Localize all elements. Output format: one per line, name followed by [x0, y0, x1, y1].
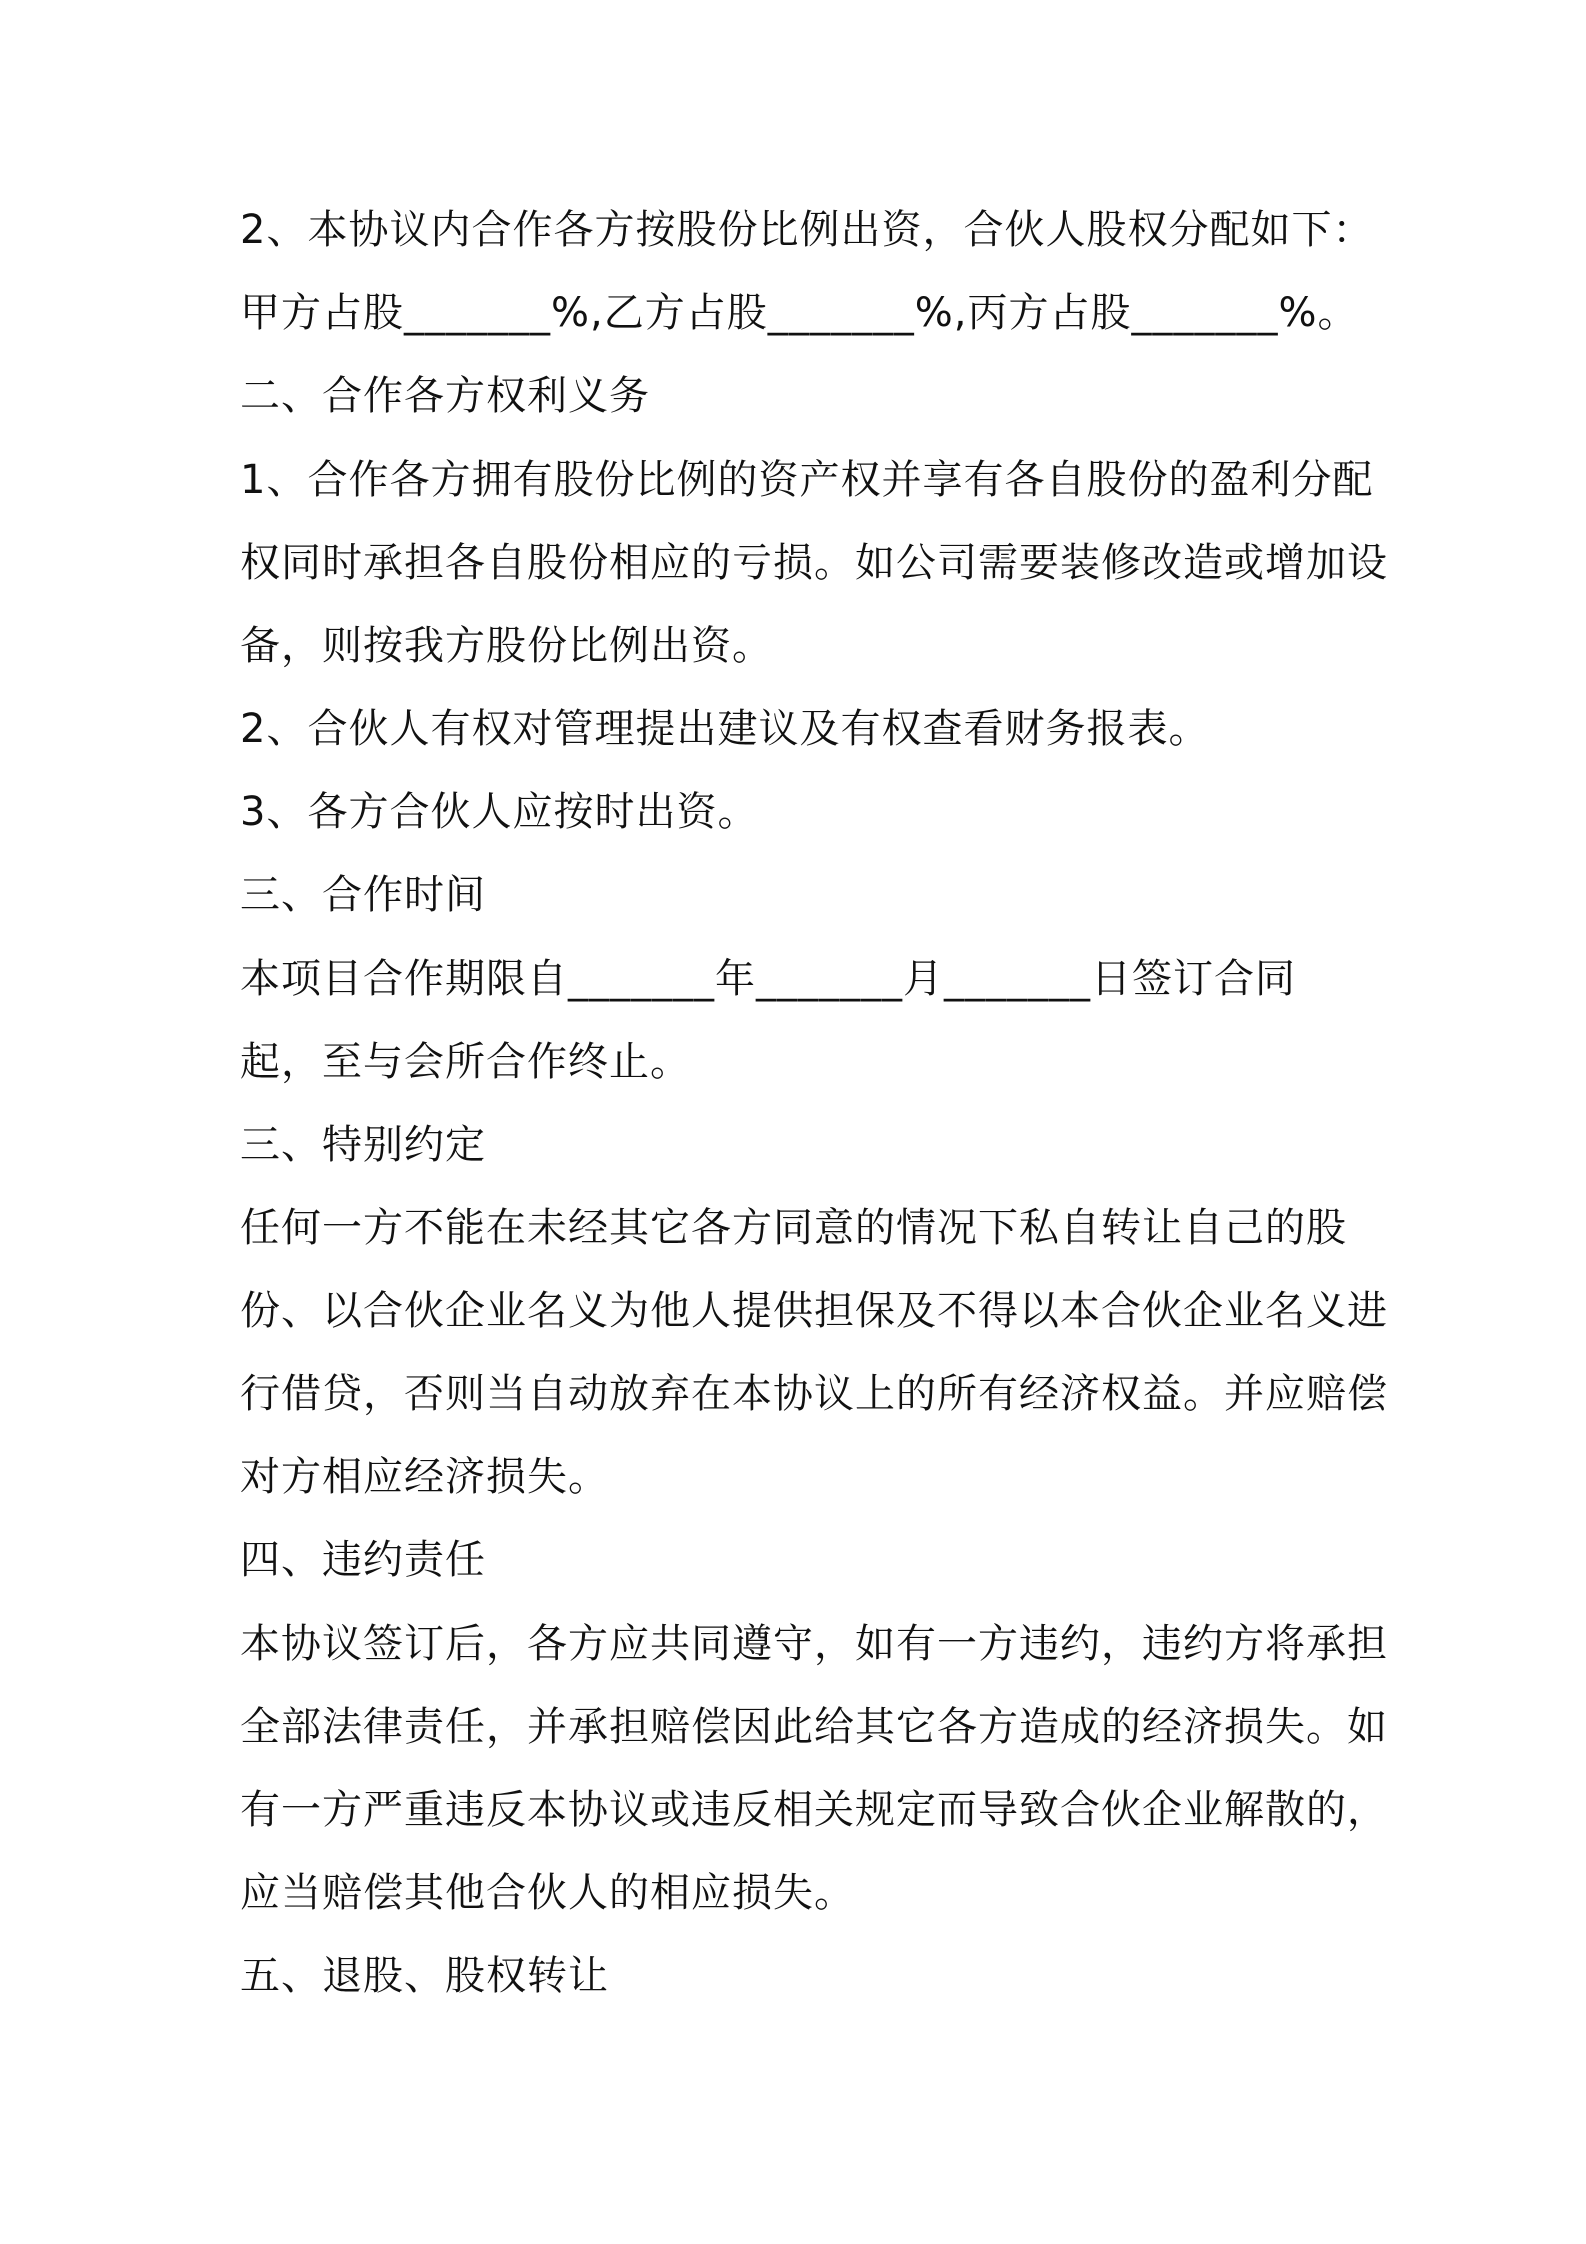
share-allocation-text: 甲方占股_______%,乙方占股_______%,丙方占股_______%。: [240, 290, 1359, 336]
special-line-2: 份、以合伙企业名义为他人提供担保及不得以本合伙企业名义进: [240, 1288, 1388, 1334]
rights-clause-1-line-3: 备，则按我方股份比例出资。: [240, 623, 773, 669]
special-line-1: 任何一方不能在未经其它各方同意的情况下私自转让自己的股: [240, 1205, 1347, 1251]
term-line-1: 本项目合作期限自_______年_______月_______日签订合同: [240, 956, 1296, 1002]
section-heading-special: 三、特别约定: [240, 1122, 486, 1168]
section-heading-withdrawal: 五、退股、股权转让: [240, 1953, 609, 1999]
section-heading-breach: 四、违约责任: [240, 1537, 486, 1583]
section-heading-time: 三、合作时间: [240, 872, 486, 918]
clause-2-text: 2、本协议内合作各方按股份比例出资，合伙人股权分配如下：: [240, 207, 1374, 253]
section-heading-rights: 二、合作各方权利义务: [240, 373, 650, 419]
rights-clause-3: 3、各方合伙人应按时出资。: [240, 789, 759, 835]
rights-clause-1-line-1: 1、合作各方拥有股份比例的资产权并享有各自股份的盈利分配: [240, 457, 1374, 503]
breach-line-2: 全部法律责任，并承担赔偿因此给其它各方造成的经济损失。如: [240, 1704, 1388, 1750]
rights-clause-1-line-2: 权同时承担各自股份相应的亏损。如公司需要装修改造或增加设: [240, 540, 1388, 586]
special-line-3: 行借贷，否则当自动放弃在本协议上的所有经济权益。并应赔偿: [240, 1371, 1388, 1417]
rights-clause-2: 2、合伙人有权对管理提出建议及有权查看财务报表。: [240, 706, 1210, 752]
term-line-2: 起，至与会所合作终止。: [240, 1039, 691, 1085]
special-line-4: 对方相应经济损失。: [240, 1454, 609, 1500]
breach-line-1: 本协议签订后，各方应共同遵守，如有一方违约，违约方将承担: [240, 1621, 1388, 1667]
breach-line-3: 有一方严重违反本协议或违反相关规定而导致合伙企业解散的，: [240, 1787, 1388, 1833]
breach-line-4: 应当赔偿其他合伙人的相应损失。: [240, 1870, 855, 1916]
